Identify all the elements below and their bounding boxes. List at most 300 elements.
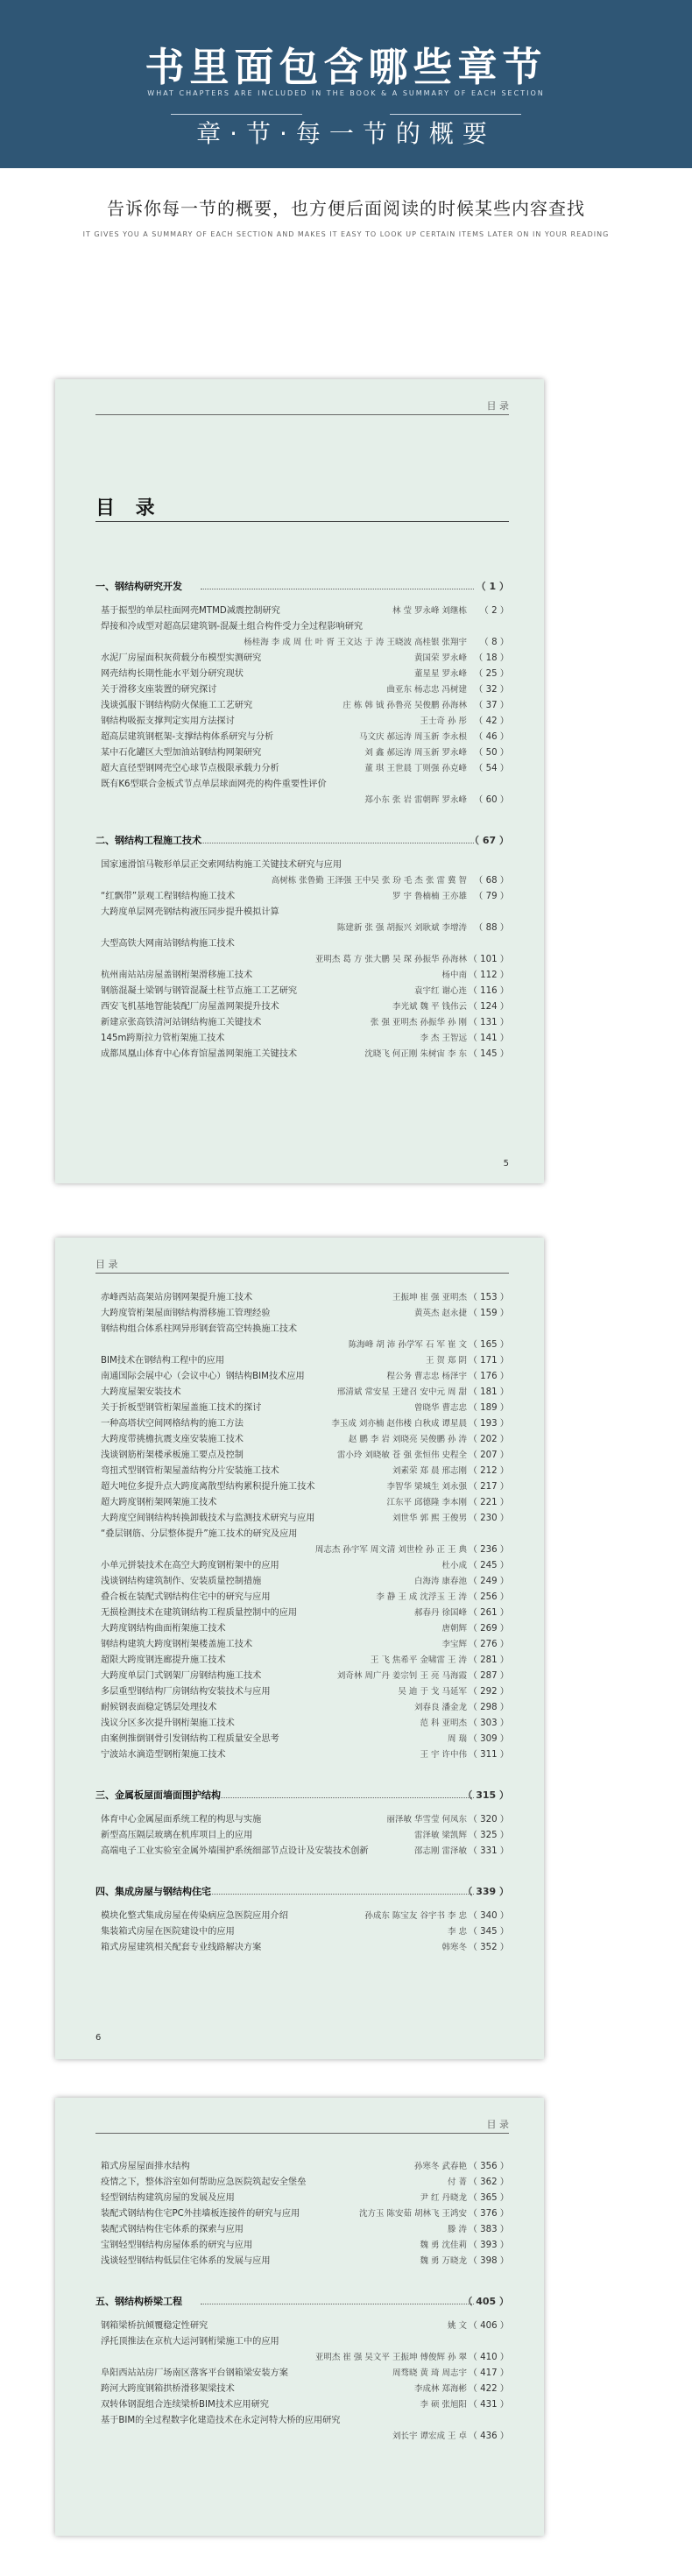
entry-title: 关于折板型钢管桁架屋盖施工技术的探讨 xyxy=(101,1403,262,1413)
entry-title: 一、钢结构研究开发 xyxy=(95,581,182,592)
entry-title: 浅谈轻型钢结构低层住宅体系的发展与应用 xyxy=(101,2256,271,2266)
entry-title: 双转体钢混组合连续梁桥BIM技术应用研究 xyxy=(101,2400,269,2410)
entry-title: 宝钢轻型钢结构房屋体系的研究与应用 xyxy=(101,2241,253,2250)
toc-entry xyxy=(95,1353,509,1369)
entry-authors: 李 硕 张旭阳 xyxy=(420,2400,467,2410)
entry-title: 钢结构建筑大跨度钢桁架楼盖施工技术 xyxy=(101,1640,253,1649)
entry-page-number: （ 315 ） xyxy=(463,1789,509,1801)
toc-entry xyxy=(95,1844,509,1860)
toc-entry xyxy=(95,1732,509,1747)
entry-authors: 李成林 郑海彬 xyxy=(413,2384,467,2394)
entry-title: 杭州南站站房屋盖钢桁架滑移施工技术 xyxy=(101,970,253,980)
toc-entry xyxy=(95,1606,509,1621)
toc-entry xyxy=(95,1940,509,1956)
entry-authors: 马文庆 郝远涛 周玉新 李永根 xyxy=(358,732,467,742)
toc-entry xyxy=(95,857,509,873)
entry-page-number: （ 60 ） xyxy=(474,795,509,805)
toc-entry xyxy=(95,1527,509,1542)
toc-entry xyxy=(95,999,509,1015)
toc-entry xyxy=(95,761,509,777)
page-number: 5 xyxy=(503,1159,509,1168)
entry-page-number: （ 383 ） xyxy=(468,2225,509,2234)
toc-entry xyxy=(95,1306,509,1322)
entry-page-number: （ 376 ） xyxy=(468,2209,509,2219)
entry-page-number: （ 406 ） xyxy=(468,2321,509,2331)
toc-entry xyxy=(95,1290,509,1306)
leader-dots xyxy=(201,1788,474,1798)
entry-title: 基于BIM的全过程数字化建造技术在永定河特大桥的应用研究 xyxy=(101,2416,341,2425)
entry-title: 四、集成房屋与钢结构住宅 xyxy=(95,1886,211,1897)
entry-title: 钢结构组合体系柱网异形钢套管高空转换施工技术 xyxy=(101,1324,298,1334)
entry-title: 宁波站水滴造型钢桁架施工技术 xyxy=(101,1750,226,1760)
entry-authors: 孙寒冬 武春艳 xyxy=(413,2162,467,2171)
toc-entry xyxy=(95,1909,509,1924)
entry-title: 大跨度钢结构曲面桁架施工技术 xyxy=(101,1624,226,1634)
entry-title: 钢箱梁桥抗倾覆稳定性研究 xyxy=(101,2321,208,2331)
entry-authors: 丽泽敏 华雪莹 何凤东 xyxy=(386,1815,467,1824)
entry-page-number: （ 141 ） xyxy=(468,1034,509,1043)
entry-authors: 董 琪 王世晨 丁则强 孙克峰 xyxy=(364,764,467,773)
toc-entry xyxy=(95,936,509,952)
toc-page-3 xyxy=(55,2098,544,2536)
entry-authors: 江东平 邱德隆 李本刚 xyxy=(386,1498,467,1507)
entry-title: 叠合板在装配式钢结构住宅中的研究与应用 xyxy=(101,1592,271,1602)
entry-page-number: （ 68 ） xyxy=(474,876,509,886)
entry-page-number: （ 417 ） xyxy=(468,2368,509,2378)
toc-entry xyxy=(95,2254,509,2269)
entry-page-number: （ 340 ） xyxy=(468,1911,509,1921)
entry-page-number: （ 131 ） xyxy=(468,1018,509,1027)
toc-entry xyxy=(95,889,509,905)
leader-dots xyxy=(201,579,474,589)
toc-entry xyxy=(95,1401,509,1416)
entry-authors: 曲亚东 杨志忠 冯树建 xyxy=(386,685,467,695)
entry-page-number: （ 37 ） xyxy=(474,701,509,710)
entry-page-number: （ 261 ） xyxy=(468,1608,509,1618)
entry-page-number: （ 269 ） xyxy=(468,1624,509,1634)
toc-entry xyxy=(95,1432,509,1448)
entry-title: 大跨度单层网壳钢结构液压同步提升模拟计算 xyxy=(101,907,279,917)
toc-entry xyxy=(95,714,509,730)
toc-entry xyxy=(95,745,509,761)
toc-list xyxy=(95,2159,509,2445)
entry-page-number: （ 145 ） xyxy=(468,1049,509,1059)
entry-page-number: （ 436 ） xyxy=(468,2431,509,2441)
entry-title: 既有K6型联合金板式节点单层球面网壳的构件重要性评价 xyxy=(101,780,327,789)
section-heading xyxy=(95,579,509,595)
toc-entry xyxy=(95,2334,509,2350)
toc-entry xyxy=(95,1590,509,1606)
toc-entry xyxy=(95,1684,509,1700)
entry-title: 网壳结构长期性能水平划分研究现状 xyxy=(101,669,244,679)
entry-page-number: （ 193 ） xyxy=(468,1419,509,1429)
entry-title: 某中石化罐区大型加油站钢结构网架研究 xyxy=(101,748,262,758)
toc-entry xyxy=(95,730,509,745)
entry-page-number: （ 79 ） xyxy=(474,892,509,901)
entry-title: 模块化整式集成房屋在传染病应急医院应用介绍 xyxy=(101,1911,288,1921)
section-heading xyxy=(95,2294,509,2310)
entry-title: 箱式房屋建筑相关配套专业线路解决方案 xyxy=(101,1943,262,1952)
toc-entry xyxy=(95,1812,509,1828)
leader-dots xyxy=(201,1884,474,1895)
entry-title: 集装箱式房屋在医院建设中的应用 xyxy=(101,1927,235,1937)
entry-authors: 李智华 梁城生 刘永强 xyxy=(386,1482,467,1492)
toc-entry xyxy=(95,1385,509,1401)
entry-authors: 周骛晓 黄 琦 周志宇 xyxy=(392,2368,467,2378)
toc-page-2 xyxy=(55,1238,544,2059)
entry-title: 大跨度空间钢结构转换卸载技术与监测技术研究与应用 xyxy=(101,1514,315,1523)
entry-page-number: （ 50 ） xyxy=(474,748,509,758)
entry-page-number: （ 230 ） xyxy=(468,1514,509,1523)
entry-title: 超大跨度钢桁架网架施工技术 xyxy=(101,1498,217,1507)
entry-page-number: （ 124 ） xyxy=(468,1002,509,1012)
toc-entry xyxy=(95,682,509,698)
page-number: 6 xyxy=(95,2033,102,2043)
entry-authors: 黄国荣 罗永峰 xyxy=(413,653,467,663)
entry-page-number: （ 101 ） xyxy=(468,955,509,964)
entry-authors: 尹 红 丹晓龙 xyxy=(420,2193,467,2203)
entry-authors: 周 瑞 xyxy=(447,1734,467,1744)
section-heading xyxy=(95,1788,509,1803)
entry-page-number: （ 2 ） xyxy=(479,606,509,616)
entry-title: 大跨度管桁架屋面钢结构滑移施工管理经验 xyxy=(101,1309,271,1318)
entry-page-number: （ 46 ） xyxy=(474,732,509,742)
entry-page-number: （ 217 ） xyxy=(468,1482,509,1492)
entry-page-number: （ 165 ） xyxy=(468,1340,509,1350)
entry-authors: 杨桂海 李 成 周 仕 叶 胥 王文达 于 涛 王晓波 高桂银 张翔宇 xyxy=(244,638,467,647)
entry-page-number: （ 249 ） xyxy=(468,1577,509,1586)
entry-authors: 范 科 亚明杰 xyxy=(420,1719,467,1728)
entry-page-number: （ 292 ） xyxy=(468,1687,509,1697)
entry-title: BIM技术在钢结构工程中的应用 xyxy=(101,1356,225,1366)
entry-page-number: （ 431 ） xyxy=(468,2400,509,2410)
entry-authors: 刘世华 郭 熙 王俊男 xyxy=(392,1514,467,1523)
entry-page-number: （ 352 ） xyxy=(468,1943,509,1952)
entry-title: 国家速滑馆马鞍形单层正交索网结构施工关键技术研究与应用 xyxy=(101,860,342,870)
entry-title: “叠层钢筋、分层整体提升”施工技术的研究及应用 xyxy=(101,1529,298,1539)
toc-entry xyxy=(95,635,509,651)
toc-entry xyxy=(95,2350,509,2366)
toc-entry xyxy=(95,2206,509,2222)
toc-entry xyxy=(95,1700,509,1716)
toc-entry xyxy=(95,952,509,968)
toc-entry xyxy=(95,905,509,921)
entry-page-number: （ 54 ） xyxy=(474,764,509,773)
entry-title: 钢结构吸振支撑判定实用方法探讨 xyxy=(101,716,235,726)
toc-entry xyxy=(95,1653,509,1669)
entry-page-number: （ 202 ） xyxy=(468,1435,509,1444)
entry-authors: 唐朝辉 xyxy=(441,1624,467,1634)
entry-page-number: （ 320 ） xyxy=(468,1815,509,1824)
entry-title: 关于滑移支座装置的研究探讨 xyxy=(101,685,217,695)
entry-authors: 雷泽敏 梁凯辉 xyxy=(413,1831,467,1840)
entry-page-number: （ 67 ） xyxy=(470,835,509,846)
entry-authors: 亚明杰 葛 方 张大鹏 吴 琛 孙振华 孙海林 xyxy=(314,955,467,964)
entry-title: 轻型钢结构建筑房屋的发展及应用 xyxy=(101,2193,235,2203)
entry-title: 新建京张高铁清河站钢结构施工关键技术 xyxy=(101,1018,262,1027)
toc-entry xyxy=(95,667,509,682)
entry-authors: 刘奇林 周广丹 姜宗钊 王 亮 马海霞 xyxy=(336,1671,467,1681)
entry-title: 超限大跨度钢连廊提升施工技术 xyxy=(101,1655,226,1665)
toc-entry xyxy=(95,603,509,619)
toc-entry xyxy=(95,1031,509,1047)
toc-entry xyxy=(95,1924,509,1940)
entry-page-number: （ 176 ） xyxy=(468,1372,509,1381)
entry-page-number: （ 331 ） xyxy=(468,1846,509,1856)
entry-page-number: （ 236 ） xyxy=(468,1545,509,1555)
toc-entry xyxy=(95,1669,509,1684)
entry-page-number: （ 18 ） xyxy=(474,653,509,663)
entry-authors: 吴 迪 于 戈 马延军 xyxy=(398,1687,467,1697)
entry-authors: 董星星 罗永峰 xyxy=(413,669,467,679)
toc-entry xyxy=(95,1542,509,1558)
toc-entry xyxy=(95,1716,509,1732)
toc-entry xyxy=(95,2175,509,2191)
toc-entry xyxy=(95,2366,509,2382)
toc-entry xyxy=(95,2429,509,2445)
entry-authors: 李光斌 魏 平 钱伟云 xyxy=(392,1002,467,1012)
entry-authors: 刘素荣 郑 晨 邢志刚 xyxy=(392,1466,467,1476)
entry-title: 水泥厂房屋面积灰荷载分布模型实测研究 xyxy=(101,653,262,663)
entry-authors: 邢清斌 常安星 王建召 安中元 周 甜 xyxy=(336,1387,467,1397)
toc-entry xyxy=(95,2318,509,2334)
entry-title: 跨河大跨度钢箱拱桥滑移架梁技术 xyxy=(101,2384,235,2394)
toc-entry xyxy=(95,1047,509,1062)
entry-authors: 孙成东 陈宝友 谷宇书 李 忠 xyxy=(364,1911,467,1921)
banner-title: 书里面包含哪些章节 xyxy=(145,44,547,90)
toc-entry xyxy=(95,984,509,999)
entry-page-number: （ 189 ） xyxy=(468,1403,509,1413)
entry-title: 浅议分区多次提升钢桁架施工技术 xyxy=(101,1719,235,1728)
entry-page-number: （ 303 ） xyxy=(468,1719,509,1728)
entry-authors: 魏 勇 沈佳莉 xyxy=(420,2241,467,2250)
entry-title: 多层重型钢结构厂房钢结构安装技术与应用 xyxy=(101,1687,271,1697)
entry-title: 箱式房屋屋面排水结构 xyxy=(101,2162,190,2171)
page-header: 目 录 xyxy=(486,400,509,412)
toc-entry xyxy=(95,2238,509,2254)
entry-page-number: （ 393 ） xyxy=(468,2241,509,2250)
entry-authors: 沈晓飞 何正刚 朱树宙 李 东 xyxy=(364,1049,467,1059)
entry-title: 大型高铁大网南站钢结构施工技术 xyxy=(101,939,235,949)
entry-title: 西安飞机基地智能装配厂房屋盖网架提升技术 xyxy=(101,1002,279,1012)
entry-page-number: （ 1 ） xyxy=(476,581,509,592)
entry-page-number: （ 181 ） xyxy=(468,1387,509,1397)
toc-entry xyxy=(95,2382,509,2397)
banner-subtitle: WHAT CHAPTERS ARE INCLUDED IN THE BOOK & A SUMMARY OF EACH SECTION xyxy=(147,89,545,97)
toc-entry xyxy=(95,1015,509,1031)
toc-entry xyxy=(95,1574,509,1590)
toc-entry xyxy=(95,1495,509,1511)
entry-title: 浅谈钢结构建筑制作、安装质量控制措施 xyxy=(101,1577,262,1586)
entry-title: 疫情之下，整体浴室如何帮助应急医院筑起安全堡垒 xyxy=(101,2177,307,2187)
entry-authors: 林 莹 罗永峰 刘继栋 xyxy=(392,606,467,616)
entry-title: 超大直径型钢网壳空心球节点极限承载力分析 xyxy=(101,764,279,773)
entry-title: 装配式钢结构住宅体系的探索与应用 xyxy=(101,2225,244,2234)
entry-page-number: （ 42 ） xyxy=(474,716,509,726)
entry-authors: 郝春丹 徐国峰 xyxy=(413,1608,467,1618)
entry-page-number: （ 281 ） xyxy=(468,1655,509,1665)
toc-entry xyxy=(95,2413,509,2429)
entry-page-number: （ 365 ） xyxy=(468,2193,509,2203)
entry-page-number: （ 422 ） xyxy=(468,2384,509,2394)
entry-title: 高端电子工业实验室金属外墙围护系统细部节点设计及安装技术创新 xyxy=(101,1846,369,1856)
entry-title: 二、钢结构工程施工技术 xyxy=(95,835,201,846)
toc-title-rule xyxy=(95,521,509,522)
entry-authors: 袁宇红 谢心连 xyxy=(413,986,467,996)
entry-authors: 程公务 曹志忠 杨泽宇 xyxy=(386,1372,467,1381)
entry-authors: 付 菁 xyxy=(447,2177,467,2187)
entry-page-number: （ 112 ） xyxy=(468,970,509,980)
entry-title: 成都凤凰山体育中心体育馆屋盖网架施工关键技术 xyxy=(101,1049,298,1059)
section-heading xyxy=(95,1884,509,1900)
entry-authors: 沈方玉 陈安茹 胡林飞 王鸿安 xyxy=(358,2209,467,2219)
entry-title: 大跨度屋架安装技术 xyxy=(101,1387,181,1397)
toc-title: 目 录 xyxy=(95,498,162,519)
header-banner xyxy=(0,0,692,168)
entry-authors: 王 宇 许中伟 xyxy=(420,1750,467,1760)
entry-authors: 张 强 亚明杰 孙振华 孙 刚 xyxy=(370,1018,467,1027)
entry-title: 大跨度带挑檐抗震支座安装施工技术 xyxy=(101,1435,244,1444)
entry-title: 基于振型的单层柱面网壳MTMD减震控制研究 xyxy=(101,606,280,616)
entry-page-number: （ 25 ） xyxy=(474,669,509,679)
entry-page-number: （ 345 ） xyxy=(468,1927,509,1937)
entry-authors: 李宝辉 xyxy=(441,1640,467,1649)
leader-dots xyxy=(201,2294,474,2304)
entry-page-number: （ 32 ） xyxy=(474,685,509,695)
toc-entry xyxy=(95,1369,509,1385)
entry-authors: 刘春良 潘金龙 xyxy=(413,1703,467,1712)
section-heading xyxy=(95,833,509,849)
entry-title: 一种高塔状空间网格结构的施工方法 xyxy=(101,1419,244,1429)
entry-page-number: （ 256 ） xyxy=(468,1592,509,1602)
entry-authors: 李 忠 xyxy=(447,1927,467,1937)
entry-authors: 王 飞 焦希平 金啸雷 王 涛 xyxy=(370,1655,467,1665)
header-rule xyxy=(95,1273,509,1274)
entry-title: 赤峰西站高架站房钢网架提升施工技术 xyxy=(101,1293,253,1302)
toc-entry xyxy=(95,968,509,984)
entry-title: 145m跨斯拉力管桁架施工技术 xyxy=(101,1034,225,1043)
toc-entry xyxy=(95,2191,509,2206)
entry-title: 南通国际会展中心（会议中心）钢结构BIM技术应用 xyxy=(101,1372,305,1381)
entry-authors: 刘长宇 谭宏成 王 卓 xyxy=(392,2431,467,2441)
entry-authors: 邵志刚 雷泽敏 xyxy=(413,1846,467,1856)
entry-authors: 韩寒冬 xyxy=(441,1943,467,1952)
entry-page-number: （ 398 ） xyxy=(468,2256,509,2266)
entry-title: 浅谈弧服下钢结构防火保施工工艺研究 xyxy=(101,701,253,710)
entry-title: 五、钢结构桥梁工程 xyxy=(95,2296,182,2307)
toc-entry xyxy=(95,777,509,793)
entry-authors: 亚明杰 崔 强 吴文平 王振坤 傅俊辉 孙 翠 xyxy=(314,2353,467,2362)
entry-page-number: （ 116 ） xyxy=(468,986,509,996)
entry-title: 新型高压隔层玻璃在机库项目上的应用 xyxy=(101,1831,253,1840)
entry-page-number: （ 410 ） xyxy=(468,2353,509,2362)
toc-entry xyxy=(95,1337,509,1353)
entry-authors: 罗 宇 鲁楠楠 王亦雄 xyxy=(392,892,467,901)
toc-entry xyxy=(95,651,509,667)
toc-entry xyxy=(95,1828,509,1844)
toc-entry xyxy=(95,1558,509,1574)
banner-caption: 章·节·每一节的概要 xyxy=(196,119,496,148)
toc-entry xyxy=(95,793,509,808)
entry-title: 浅谈钢筋桁架楼承板施工要点及控制 xyxy=(101,1450,244,1460)
entry-title: 弯扭式型钢管桁架屋盖结构分片安装施工技术 xyxy=(101,1466,279,1476)
entry-title: 超大吨位多提升点大跨度离散型结构累积提升施工技术 xyxy=(101,1482,315,1492)
entry-authors: 陈海峰 胡 沛 孙学军 石 军 崔 文 xyxy=(348,1340,467,1350)
entry-page-number: （ 309 ） xyxy=(468,1734,509,1744)
entry-page-number: （ 153 ） xyxy=(468,1293,509,1302)
entry-page-number: （ 276 ） xyxy=(468,1640,509,1649)
toc-entry xyxy=(95,1621,509,1637)
entry-authors: 姚 文 xyxy=(447,2321,467,2331)
entry-page-number: （ 207 ） xyxy=(468,1450,509,1460)
entry-authors: 高树栋 张鲁勤 王泽强 王中吴 张 玢 毛 杰 张 雷 冀 智 xyxy=(271,876,467,886)
entry-page-number: （ 311 ） xyxy=(468,1750,509,1760)
entry-authors: 雷小玲 刘晓敏 苍 强 张恒伟 史程全 xyxy=(336,1450,467,1460)
entry-authors: 李 杰 王智远 xyxy=(420,1034,467,1043)
toc-entry xyxy=(95,2222,509,2238)
entry-title: 无损检测技术在建筑钢结构工程质量控制中的应用 xyxy=(101,1608,298,1618)
entry-authors: 王士奇 孙 彤 xyxy=(420,716,467,726)
entry-authors: 杨中南 xyxy=(441,970,467,980)
entry-authors: 王 贺 郑 阴 xyxy=(425,1356,467,1366)
entry-authors: 陈建新 张 强 胡振兴 刘耿斌 李增涛 xyxy=(336,923,467,933)
toc-entry xyxy=(95,1448,509,1464)
toc-entry xyxy=(95,1747,509,1763)
toc-entry xyxy=(95,2159,509,2175)
entry-authors: 白海涛 康春池 xyxy=(413,1577,467,1586)
entry-authors: 滕 涛 xyxy=(447,2225,467,2234)
toc-list xyxy=(95,554,509,1062)
entry-page-number: （ 325 ） xyxy=(468,1831,509,1840)
entry-page-number: （ 221 ） xyxy=(468,1498,509,1507)
toc-list xyxy=(95,1290,509,1956)
entry-page-number: （ 88 ） xyxy=(474,923,509,933)
entry-title: “红飘带”景观工程钢结构施工技术 xyxy=(101,892,236,901)
entry-page-number: （ 171 ） xyxy=(468,1356,509,1366)
entry-page-number: （ 245 ） xyxy=(468,1561,509,1570)
entry-title: 钢筋混凝土梁钢与钢管混凝土柱节点施工工艺研究 xyxy=(101,986,298,996)
page-header: 目 录 xyxy=(95,1259,118,1270)
entry-title: 体育中心金属屋面系统工程的构思与实施 xyxy=(101,1815,262,1824)
entry-authors: 杜小成 xyxy=(441,1561,467,1570)
entry-title: 由案例推倒钢骨引发钢结构工程质量安全思考 xyxy=(101,1734,279,1744)
entry-authors: 庄 栋 韩 钺 孙鲁亮 吴俊鹏 孙海林 xyxy=(342,701,467,710)
intro-text-en: IT GIVES YOU A SUMMARY OF EACH SECTION AND MAKES IT EASY TO LOOK UP CERTAIN ITEMS LATER ON IN YOUR READING xyxy=(82,230,610,238)
leader-dots xyxy=(201,833,474,843)
intro-text: 告诉你每一节的概要，也方便后面阅读的时候某些内容查找 xyxy=(107,198,585,219)
header-rule xyxy=(95,2133,509,2134)
toc-page-1 xyxy=(55,379,544,1183)
entry-title: 焊接和冷成型对超高层建筑钢-混凝土组合构件受力全过程影响研究 xyxy=(101,622,364,632)
entry-page-number: （ 405 ） xyxy=(463,2296,509,2307)
entry-title: 装配式钢结构住宅PC外挂墙板连接件的研究与应用 xyxy=(101,2209,300,2219)
entry-title: 超高层建筑钢框架-支撑结构体系研究与分析 xyxy=(101,732,274,742)
entry-page-number: （ 339 ） xyxy=(463,1886,509,1897)
toc-entry xyxy=(95,1637,509,1653)
entry-authors: 刘 鑫 郝远涛 周玉新 罗永峰 xyxy=(364,748,467,758)
toc-entry xyxy=(95,2397,509,2413)
entry-authors: 王振坤 崔 强 亚明杰 xyxy=(392,1293,467,1302)
page-header: 目 录 xyxy=(486,2119,509,2130)
entry-page-number: （ 212 ） xyxy=(468,1466,509,1476)
entry-page-number: （ 8 ） xyxy=(479,638,509,647)
toc-entry xyxy=(95,1322,509,1337)
entry-title: 阜阳西站站房厂场南区落客平台钢箱梁安装方案 xyxy=(101,2368,288,2378)
toc-entry xyxy=(95,1464,509,1479)
entry-authors: 周志杰 孙宇军 周文清 刘世栓 孙 正 王 典 xyxy=(314,1545,467,1555)
entry-authors: 郑小东 张 岩 雷朝晖 罗永峰 xyxy=(364,795,467,805)
toc-entry xyxy=(95,1511,509,1527)
